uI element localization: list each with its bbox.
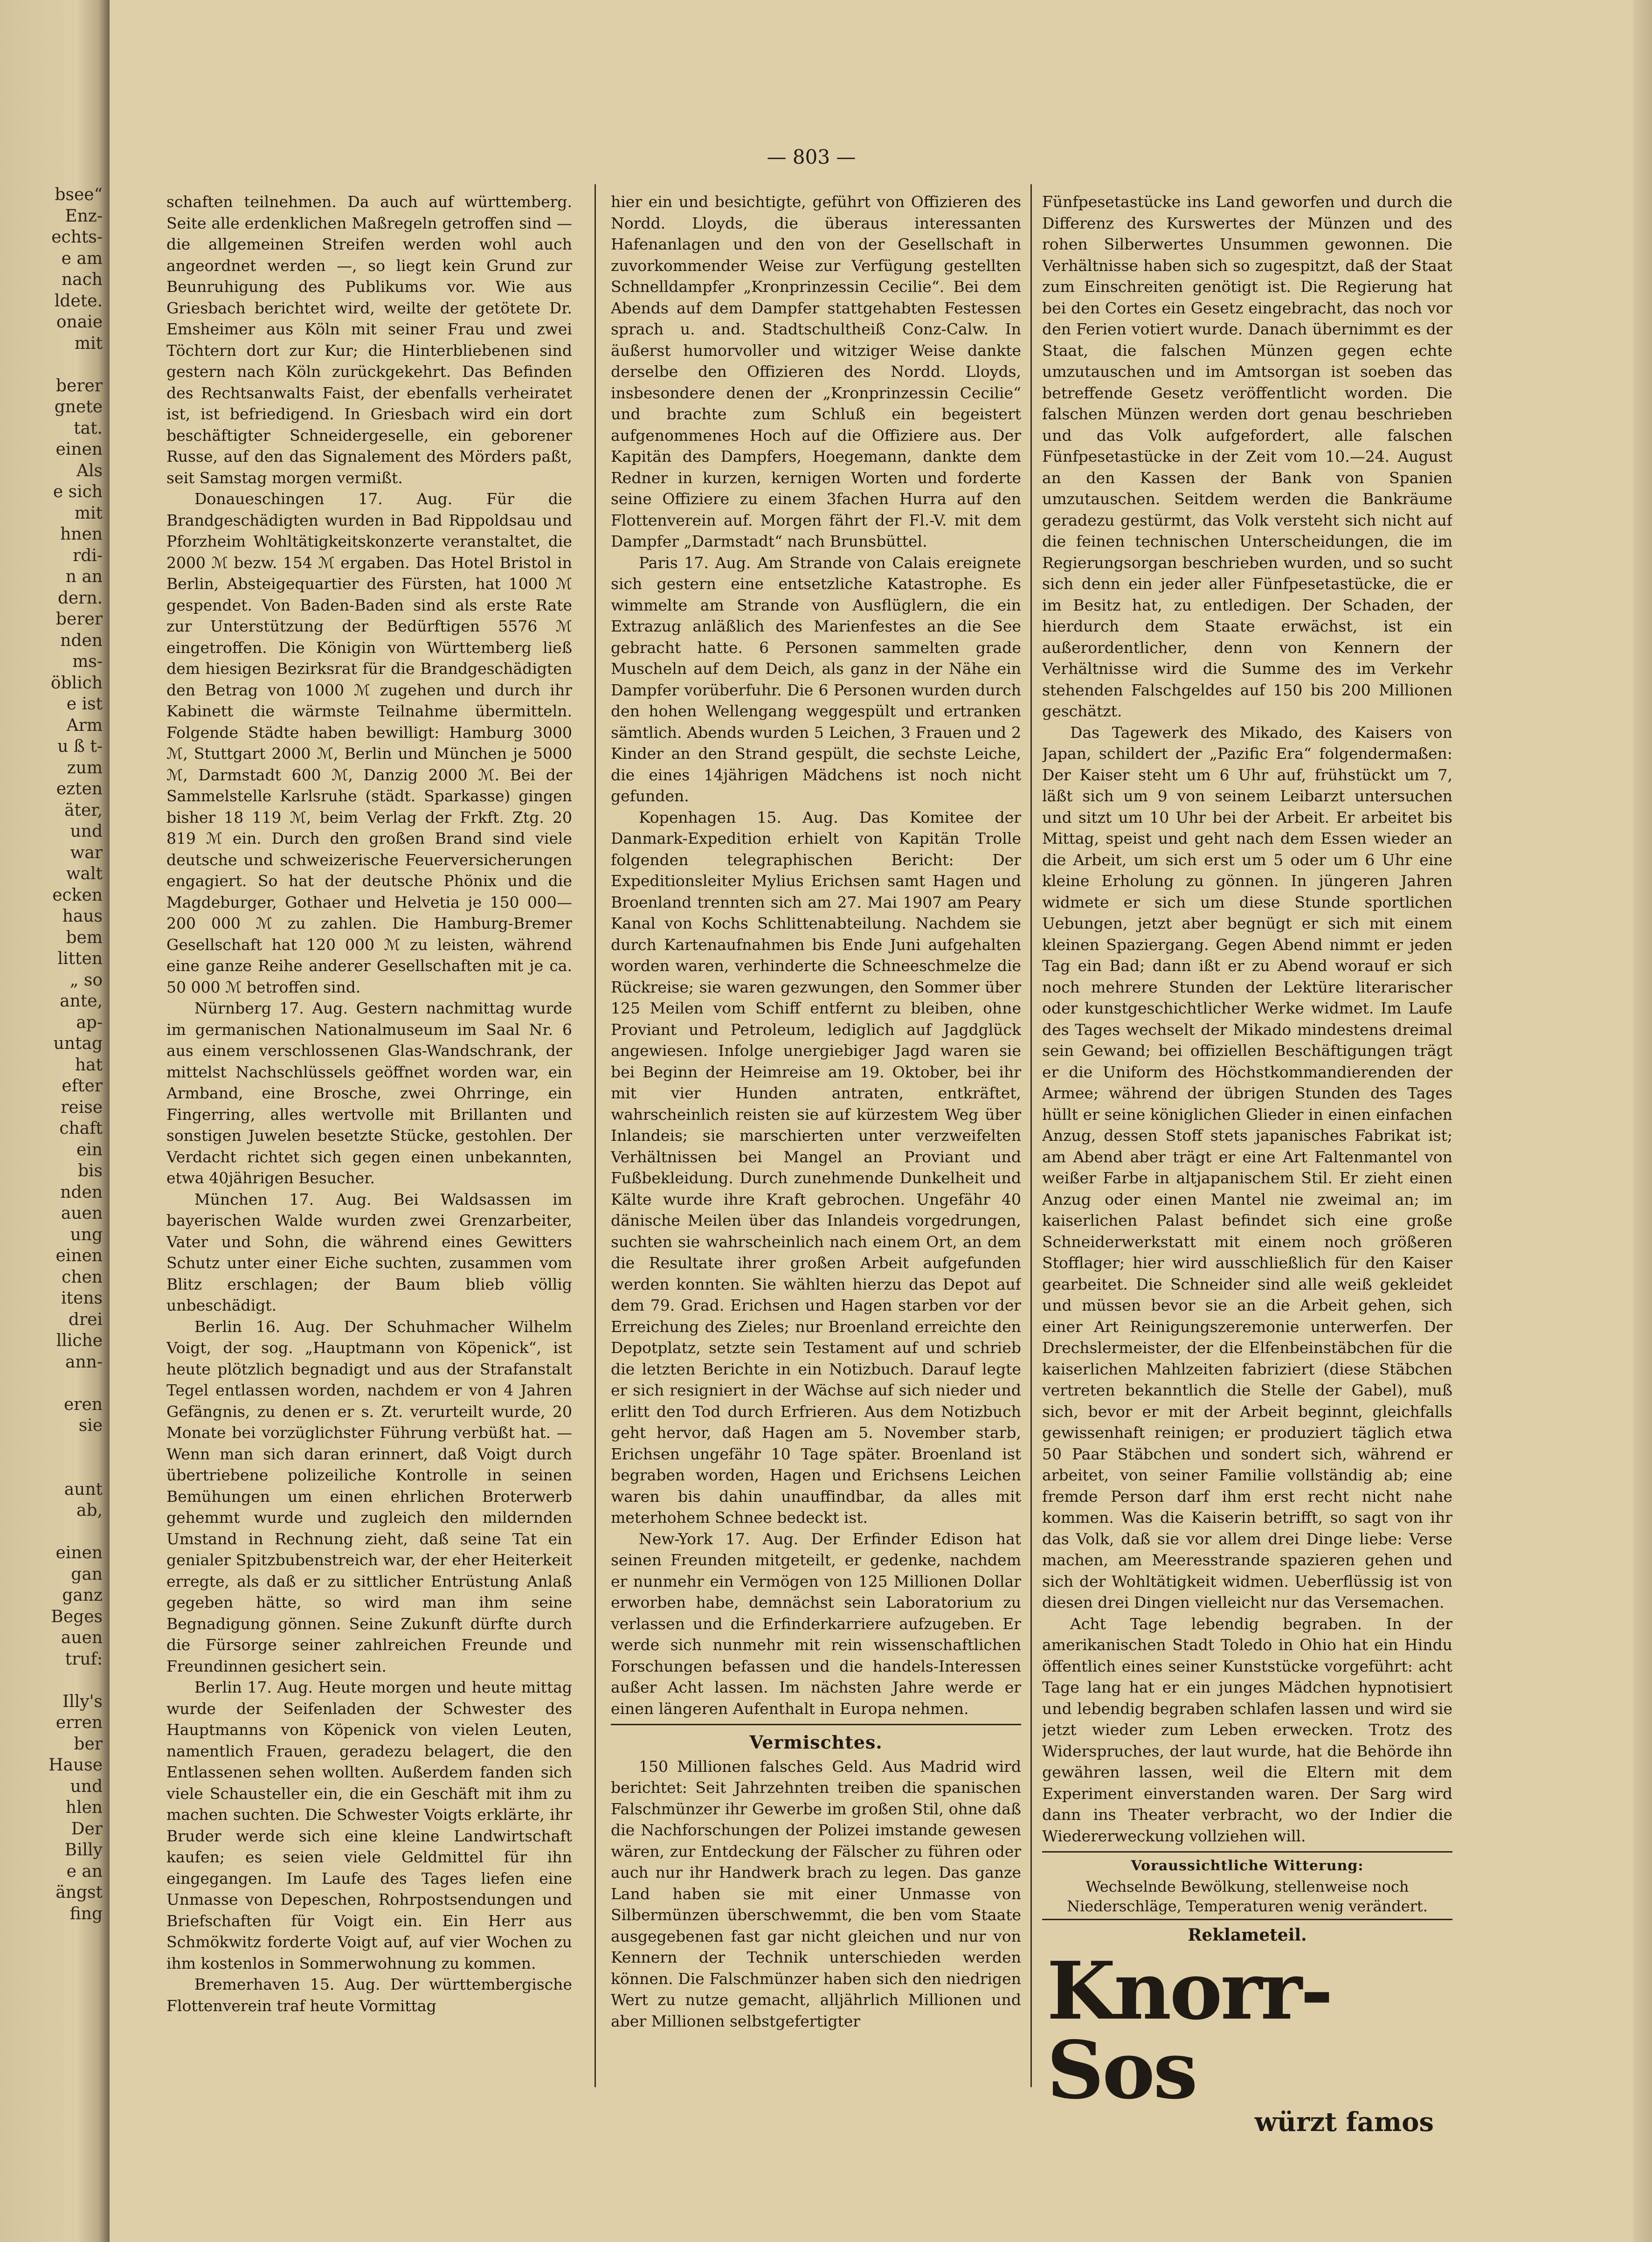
article-paragraph: Acht Tage lebendig begraben. In der amerikanischen Stadt Toledo in Ohio hat ein Hindu öffentlich eines seiner Kunststücke vorgeführt: acht Tage lang hat er ein junges Mädchen hypnotisiert und lebendig begraben schlafen lassen und wird sie jetzt wieder zum Leben erwecken. Trotz des Widerspruches, der laut wurde, hat die Behörde ihn gewähren lassen, weil die Eltern mit dem Experiment einverstanden waren. Der Sarg wird dann ins Theater verbracht, wo der Indier die Wiedererweckung vollziehen will. xyxy=(1042,1614,1452,1845)
article-paragraph: Berlin 17. Aug. Heute morgen und heute mittag wurde der Seifenladen der Schwester des Hauptmanns von Köpenick von vielen Leuten, namentlich Frauen, geradezu belagert, die den Entlassenen sehen wollten. Außerdem fanden sich viele Schausteller ein, die ein Geschäft mit ihm zu machen suchten. Die Schwester Voigts erklärte, ihr Bruder werde sich eine kleine Landwirtschaft kaufen; es seien viele Geldmittel für ihn eingegangen. Im Laufe des Tages liefen eine Unmasse von Depeschen, Rohrpostsendungen und Briefschaften für Voigt ein. Ein Herr aus Schmökwitz forderte Voigt auf, auf vier Wochen zu ihm kostenlos in Sommerwohnung zu kommen. xyxy=(166,1678,572,1972)
fragment-line: Billy xyxy=(64,1840,103,1860)
fragment-line: Arm xyxy=(66,715,103,735)
page-number: — 803 — xyxy=(767,146,856,168)
weather-box xyxy=(1042,1851,1452,1920)
fragment-line: fing xyxy=(69,1904,103,1923)
fragment-line: untag xyxy=(53,1034,103,1053)
fragment-line xyxy=(0,1437,103,1458)
fragment-line: einen xyxy=(55,1543,103,1562)
fragment-line: einen xyxy=(55,1246,103,1265)
fragment-line: n an xyxy=(65,567,103,586)
fragment-line xyxy=(0,1458,103,1479)
fragment-line: auen xyxy=(61,1204,103,1223)
fragment-line xyxy=(0,1521,103,1543)
fragment-line: lliche xyxy=(56,1331,103,1350)
fragment-line: onaie xyxy=(56,312,103,332)
column-2-articles xyxy=(611,191,1021,1719)
fragment-line: „ so xyxy=(69,970,103,990)
fragment-line: ung xyxy=(70,1225,103,1244)
fragment-line: ein xyxy=(76,1140,103,1159)
fragment-line: und xyxy=(70,822,103,841)
fragment-line: e ist xyxy=(66,694,103,714)
fragment-line: ap- xyxy=(76,1013,103,1032)
fragment-line: bem xyxy=(66,928,103,947)
fragment-line: und xyxy=(70,1777,103,1796)
fragment-line: echts- xyxy=(51,228,103,247)
fragment-line: ezten xyxy=(56,779,103,798)
fragment-line: walt xyxy=(66,864,103,883)
fragment-line: e am xyxy=(61,249,103,268)
fragment-line: ms- xyxy=(72,652,103,671)
fragment-line: dern. xyxy=(57,588,103,608)
fragment-line: ecken xyxy=(52,885,103,905)
article-paragraph: schaften teilnehmen. Da auch auf württemberg. Seite alle erdenklichen Maßregeln getroffen sind — die allgemeinen Streifen werden wohl auch angeordnet werden —, so liegt kein Grund zur Beunruhigung des Publikums vor. Wie aus Griesbach berichtet wird, weilte der getötete Dr. Emsheimer aus Köln mit seiner Frau und zwei Töchtern dort zur Kur; die Hinterbliebenen sind gestern nach Köln zurückgekehrt. Das Befinden des Rechtsanwalts Faist, der ebenfalls verheiratet ist, ist befriedigend. In Griesbach wird ein dort beschäftigter Schneidergeselle, ein geborener Russe, auf den das Signalement des Mörders paßt, seit Samstag morgen vermißt. xyxy=(166,193,572,487)
article-paragraph: Donaueschingen 17. Aug. Für die Brandgeschädigten wurden in Bad Rippoldsau und Pforzheim Wohltätigkeitskonzerte veranstaltet, die 2000 ℳ bezw. 154 ℳ ergaben. Das Hotel Bristol in Berlin, Absteigequartier des Fürsten, hat 1000 ℳ gespendet. Von Baden-Baden sind als erste Rate zur Unterstützung der Bedürftigen 5576 ℳ eingetroffen. Die Königin von Württemberg ließ dem hiesigen Bezirksrat für die Brandgeschädigten den Betrag von 1000 ℳ zugehen und durch ihr Kabinett die wärmste Teilnahme übermitteln. Folgende Städte haben bewilligt: Hamburg 3000 ℳ, Stuttgart 2000 ℳ, Berlin und München je 5000 ℳ, Darmstadt 600 ℳ, Danzig 2000 ℳ. Bei der Sammelstelle Karlsruhe (städt. Sparkasse) gingen bisher 18 119 ℳ, beim Verlag der Frkft. Ztg. 20 819 ℳ ein. Durch den großen Brand sind viele deutsche und schweizerische Feuerversicherungen engagiert. So hat der deutsche Phönix und die Magdeburger, Gothaer und Helvetia je 150 000—200 000 ℳ zu zahlen. Die Hamburg-Bremer Gesellschaft hat 120 000 ℳ zu leisten, während eine ganze Reihe anderer Gesellschaften mit je ca. 50 000 ℳ betroffen sind. xyxy=(166,490,572,996)
fragment-line: ganz xyxy=(62,1586,103,1605)
fragment-line: reise xyxy=(61,1097,103,1117)
fragment-line: gnete xyxy=(54,397,103,416)
fragment-line: truf: xyxy=(65,1649,103,1669)
article-paragraph: Berlin 16. Aug. Der Schuhmacher Wilhelm Voigt, der sog. „Hauptmann von Köpenick“, ist heute plötzlich begnadigt und aus der Strafanstalt Tegel entlassen worden, nachdem er von 4 Jahren Gefängnis, zu denen er s. Zt. verurteilt wurde, 20 Monate bei vorzüglichster Führung verbüßt hat. — Wenn man sich daran erinnert, daß Voigt durch übertriebene polizeiliche Kontrolle in seinen Bemühungen um einen ehrlichen Broterwerb gehemmt wurde und zugleich den mildernden Umstand in Rechnung zieht, daß seine Tat ein genialer Spitzbubenstreich war, der eher Heiterkeit erregte, als daß er zu sittlicher Entrüstung Anlaß gegeben hätte, so wird man ihm seine Begnadigung gönnen. Seine Zukunft dürfte durch die Fürsorge seiner zahlreichen Freunde und Freundinnen gesichert sein. xyxy=(166,1317,572,1675)
column-2-misc xyxy=(611,1756,1021,2032)
fragment-line: auen xyxy=(61,1628,103,1647)
article-paragraph: Bremerhaven 15. Aug. Der württembergische Flottenverein traf heute Vormittag xyxy=(166,1975,572,2015)
article-paragraph: 150 Millionen falsches Geld. Aus Madrid wird berichtet: Seit Jahrzehnten treiben die spanischen Falschmünzer ihr Gewerbe im großen Stil, ohne daß die Nachforschungen der Polizei imstande gewesen wären, zur Entdeckung der Fälscher zu führen oder auch nur ihr Handwerk brach zu legen. Das ganze Land haben sie mit einer Unmasse von Silbermünzen überschwemmt, die ben vom Staate ausgegebenen fast gar nicht gleichen und nur von Kennern der Technik unterschieden werden können. Die Falschmünzer haben sich den niedrigen Wert zu nutze gemacht, alljährlich Millionen und aber Millionen selbstgefertigter xyxy=(611,1757,1021,2030)
fragment-line: ber xyxy=(74,1734,103,1754)
fragment-line: nden xyxy=(60,631,103,650)
fragment-line: nach xyxy=(62,270,103,289)
fragment-line: mit xyxy=(74,333,103,353)
ad-slogan: würzt famos xyxy=(1254,2107,1434,2138)
fragment-line xyxy=(0,1373,103,1394)
fragment-line: drei xyxy=(68,1310,103,1329)
article-paragraph: Das Tagewerk des Mikado, des Kaisers von Japan, schildert der „Pazific Era“ folgendermaßen: Der Kaiser steht um 6 Uhr auf, frühstückt um 7, läßt sich um 9 von seinem Leibarzt untersuchen und sitzt um 10 Uhr bei der Arbeit. Er arbeitet bis Mittag, speist und geht nach dem Essen wieder an die Arbeit, um sich erst um 5 oder um 6 Uhr eine kleine Erholung zu gönnen. In jüngeren Jahren widmete er sich um diese Stunde sportlichen Uebungen, jetzt aber begnügt er sich mit einem kleinen Spaziergang. Gegen Abend nimmt er jeden Tag ein Bad; dann ißt er zu Abend worauf er sich noch mehrere Stunden der Lektüre literarischer oder kunstgeschichtlicher Werke widmet. Im Laufe des Tages wechselt der Mikado mindestens dreimal sein Gewand; bei offiziellen Beschäftigungen trägt er die Uniform des Höchstkommandierenden der Armee; während der übrigen Stunden des Tages hüllt er seine königlichen Glieder in einen einfachen Anzug, dessen Stoff stets japanisches Fabrikat ist; am Abend aber trägt er eine Art Faltenmantel von weißer Farbe in altjapanischem Stil. Er zieht einen Anzug oder einen Mantel nie zweimal an; im kaiserlichen Palast befindet sich eine große Schneiderwerkstatt mit einem noch größeren Stofflager; hier wird ausschließlich für den Kaiser gearbeitet. Die Schneider sind alle weiß gekleidet und müssen bevor sie an die Arbeit gehen, sich einer Art Reinigungszeremonie unterwerfen. Der Drechslermeister, der die Elfenbeinstäbchen für die kaiserlichen Mahlzeiten fabriziert (diese Stäbchen vertreten bekanntlich die Stelle der Gabel), muß sich, bevor er mit der Arbeit beginnt, gleichfalls gewissenhaft reinigen; er produziert täglich etwa 50 Paar Stäbchen und sondert sich, während er arbeitet, von seiner Familie vollständig ab; eine fremde Person darf ihm erst recht nicht nahe kommen. Was die Kaiserin betrifft, so sagt von ihr das Volk, daß sie vor allem drei Dinge liebe: Verse machen, am Meeresstrande spazieren gehen und sich der Wohltätigkeit widmen. Ueberflüssig ist von diesen drei Dingen vielleicht nur das Versemachen. xyxy=(1042,723,1452,1611)
fragment-line: Enz- xyxy=(65,206,103,226)
fragment-line: Als xyxy=(76,461,103,480)
fragment-line: nden xyxy=(60,1182,103,1202)
fragment-line: hat xyxy=(75,1055,103,1075)
fragment-line: itens xyxy=(61,1289,103,1308)
article-paragraph: Kopenhagen 15. Aug. Das Komitee der Danmark-Expedition erhielt von Kapitän Trolle folgenden telegraphischen Bericht: Der Expeditionsleiter Mylius Erichsen samt Hagen und Broenland trennten sich am 27. Mai 1907 am Peary Kanal von Kochs Schlittenabteilung. Nachdem sie durch Kartenaufnahmen bis Ende Juni aufgehalten worden waren, verhinderte die Schneeschmelze die Rückreise; sie waren gezwungen, den Sommer über 125 Meilen vom Schiff entfernt zu bleiben, ohne Proviant und Petroleum, lediglich auf Jagdglück angewiesen. Infolge unergiebiger Jagd waren sie bei Beginn der Heimreise am 19. Oktober, bei ihr mit vier Hunden antraten, entkräftet, wahrscheinlich reisten sie auf kürzestem Weg über Inlandeis; sie marschierten unter verzweifelten Verhältnissen bei Mangel an Proviant und Fußbekleidung. Durch zunehmende Dunkelheit und Kälte wurde ihre Kraft gebrochen. Ungefähr 40 dänische Meilen über das Inlandeis vorgedrungen, suchten sie wahrscheinlich nach einem Ort, an dem die Resultate ihrer großen Arbeit aufgefunden werden konnten. Sie wählten hierzu das Depot auf dem 79. Grad. Erichsen und Hagen starben vor der Erreichung des Zieles; nur Broenland erreichte den Depotplatz, setzte sein Testament auf und schrieb die letzten Berichte in ein Notizbuch. Darauf legte er sich resigniert in der Wächse auf sich nieder und erlitt den Tod durch Erfrieren. Aus dem Notizbuch geht hervor, daß Hagen am 5. November starb, Erichsen ungefähr 10 Tage später. Broenland ist begraben worden, Hagen und Erichsens Leichen waren bis dahin unauffindbar, da alles mit meterhohem Schnee bedeckt ist. xyxy=(611,808,1021,1527)
weather-text: Wechselnde Bewölkung, stellenweise noch Niederschläge, Temperaturen wenig verändert. xyxy=(1067,1877,1428,1915)
fragment-line: ldete. xyxy=(54,291,103,311)
fragment-line: berer xyxy=(55,610,103,629)
fragment-line: tat. xyxy=(74,418,103,438)
fragment-line: äter, xyxy=(64,800,103,820)
fragment-line: ann- xyxy=(65,1352,103,1372)
fragment-line: bsee“ xyxy=(55,185,103,204)
fragment-line: e an xyxy=(66,1861,103,1881)
fragment-line: u ß t- xyxy=(57,737,103,756)
fragment-line: gan xyxy=(71,1564,103,1584)
fragment-line xyxy=(0,354,103,375)
fragment-line: bis xyxy=(77,1161,103,1180)
fragment-line: Beges xyxy=(51,1607,103,1626)
column-3 xyxy=(1042,191,1452,2197)
fragment-line: e sich xyxy=(53,482,103,501)
column-rule xyxy=(1030,184,1032,2087)
fragment-line: öblich xyxy=(50,673,103,693)
fragment-line: ängst xyxy=(55,1883,103,1902)
fragment-line: chen xyxy=(62,1267,103,1287)
fragment-line: erren xyxy=(55,1713,103,1732)
fragment-line xyxy=(0,1670,103,1691)
fragment-line: sie xyxy=(78,1416,103,1435)
section-rule xyxy=(611,1724,1021,1725)
fragment-line: efter xyxy=(62,1076,103,1096)
article-paragraph: Nürnberg 17. Aug. Gestern nachmittag wurde im germanischen Nationalmuseum im Saal Nr. 6 aus einem verschlossenen Glas-Wandschrank, der mittelst Nachschlüssels geöffnet worden war, ein Armband, eine Brosche, zwei Ohrringe, ein Fingerring, alles wertvolle mit Brillanten und sonstigen Juwelen besetzte Stücke, gestohlen. Der Verdacht richtet sich gegen einen unbekannten, etwa 40jährigen Besucher. xyxy=(166,999,572,1187)
fragment-line: eren xyxy=(63,1395,103,1414)
column-1 xyxy=(166,191,572,2197)
column-2 xyxy=(611,191,1021,2197)
article-paragraph: Paris 17. Aug. Am Strande von Calais ereignete sich gestern eine entsetzliche Katastrophe. Es wimmelte am Strande von Ausflüglern, die ein Extrazug anläßlich des Marienfestes an die See gebracht hatte. 6 Personen sammelten grade Muscheln auf dem Deich, als ganz in der Nähe ein Dampfer vorüberfuhr. Die 6 Personen wurden durch den hohen Wellengang weggespült und ertranken sämtlich. Abends wurden 5 Leichen, 3 Frauen und 2 Kinder an den Strand gespült, die sechste Leiche, die eines 14jährigen Mädchens ist noch nicht gefunden. xyxy=(611,553,1021,805)
fragment-line: rdi- xyxy=(73,546,103,565)
fragment-line: hlen xyxy=(65,1798,103,1817)
fragment-line: ab, xyxy=(76,1501,103,1520)
fragment-line: war xyxy=(70,843,103,862)
article-paragraph: New-York 17. Aug. Der Erfinder Edison hat seinen Freunden mitgeteilt, er gedenke, nachdem er nunmehr ein Vermögen von 125 Millionen Dollar erworben habe, demnächst sein Laboratorium zu verlassen und die Erfinderkarriere aufzugeben. Er werde sich nunmehr mit rein wissenschaftlichen Forschungen befassen und die handels-Interessen außer Acht lassen. Im nächsten Jahre werde er einen längeren Aufenthalt in Europa nehmen. xyxy=(611,1529,1021,1718)
weather-title: Voraussichtliche Witterung: xyxy=(1131,1858,1364,1874)
fragment-line: mit xyxy=(74,503,103,523)
fragment-line: Illy's xyxy=(62,1692,103,1711)
fragment-line: chaft xyxy=(59,1119,103,1138)
fragment-line: haus xyxy=(62,907,103,926)
page-edge xyxy=(1633,0,1652,2242)
reklame-heading: Reklameteil. xyxy=(1188,1925,1307,1945)
vermischtes-heading: Vermischtes. xyxy=(749,1732,883,1753)
column-rule xyxy=(594,184,596,2087)
article-paragraph: Fünfpesetastücke ins Land geworfen und durch die Differenz des Kurswertes der Münzen und des rohen Silberwertes Unsummen gewonnen. Die Verhältnisse haben sich so zugespitzt, daß der Staat zum Einschreiten genötigt ist. Die Regierung hat bei den Cortes ein Gesetz eingebracht, das noch vor den Ferien votiert wurde. Danach übernimmt es der Staat, die falschen Münzen gegen echte umzutauschen und im Amtsorgan ist soeben das betreffende Gesetz veröffentlicht worden. Die falschen Münzen werden dort genau beschrieben und das Volk aufgefordert, alle falschen Fünfpesetastücke in der Zeit vom 10.—24. August an den Kassen der Bank von Spanien umzutauschen. Seitdem werden die Bankräume geradezu gestürmt, das Volk versteht sich nicht auf die feinen technischen Unterscheidungen, die im Regierungsorgan beschrieben wurden, und so sucht sich denn ein jeder aller Fünfpesetastücke, die er im Besitz hat, zu entledigen. Der Schaden, der hierdurch dem Staate erwächst, ist ein außerordentlicher, denn von Kennern der Verhältnisse wird die Summe des im Verkehr stehenden Falschgeldes auf 150 bis 200 Millionen geschätzt. xyxy=(1042,193,1452,720)
fragment-line: ante, xyxy=(60,992,103,1011)
fragment-line: berer xyxy=(55,376,103,396)
fragment-line: hnen xyxy=(60,525,103,544)
adjacent-page-fragments xyxy=(0,184,103,2050)
ad-brand: Knorr-Sos xyxy=(1047,1944,1332,2117)
article-paragraph: hier ein und besichtigte, geführt von Offizieren des Nordd. Lloyds, die überaus interessanten Hafenanlagen und den von der Gesellschaft in zuvorkommender Weise zur Verfügung gestellten Schnelldampfer „Kronprinzessin Cecilie“. Bei dem Abends auf dem Dampfer stattgehabten Festessen sprach u. and. Stadtschultheiß Conz-Calw. In äußerst humorvoller und witziger Weise dankte derselbe den Offizieren des Nordd. Lloyds, insbesondere denen der „Kronprinzessin Cecilie“ und brachte zum Schluß ein begeistert aufgenommenes Hoch auf die Offiziere aus. Der Kapitän des Dampfers, Hoegemann, dankte dem Redner in kurzen, kernigen Worten und forderte seine Offiziere zu einem 3fachen Hurra auf den Flottenverein auf. Morgen fährt der Fl.-V. mit dem Dampfer „Darmstadt“ nach Brunsbüttel. xyxy=(611,193,1021,550)
column-3-articles xyxy=(1042,191,1452,1846)
fragment-line: Hause xyxy=(48,1756,103,1775)
fragment-line: zum xyxy=(67,758,103,777)
fragment-line: Der xyxy=(71,1819,103,1839)
fragment-line: litten xyxy=(57,949,103,968)
article-paragraph: München 17. Aug. Bei Waldsassen im bayerischen Walde wurden zwei Grenzarbeiter, Vater und Sohn, die während eines Gewitters Schutz unter einer Eiche suchten, zusammen vom Blitz erschlagen; der Baum blieb völlig unbeschädigt. xyxy=(166,1190,572,1314)
fragment-line: einen xyxy=(55,440,103,459)
fragment-line: aunt xyxy=(64,1479,103,1499)
